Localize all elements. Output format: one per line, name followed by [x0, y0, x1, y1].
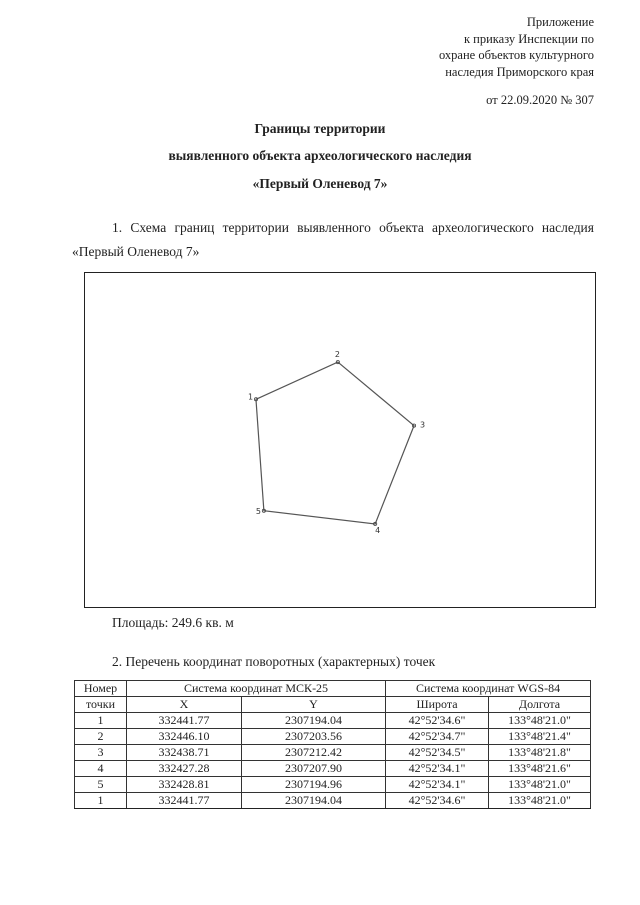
document-title-line-3: «Первый Оленевод 7» — [252, 176, 388, 191]
boundary-polygon — [256, 362, 414, 524]
table-row — [75, 793, 591, 809]
cell-longitude: 133°48'21.6" — [489, 761, 591, 777]
cell-x: 332441.77 — [127, 713, 242, 729]
table-row — [75, 761, 591, 777]
document-title-line-2: выявленного объекта археологического наследия — [168, 148, 472, 163]
cell-y: 2307194.04 — [242, 793, 386, 809]
cell-y: 2307194.04 — [242, 713, 386, 729]
cell-x: 332438.71 — [127, 745, 242, 761]
cell-x: 332427.28 — [127, 761, 242, 777]
cell-point-number: 3 — [75, 745, 127, 761]
order-reference: от 22.09.2020 № 307 — [486, 93, 594, 107]
appendix-header — [334, 14, 594, 80]
cell-longitude: 133°48'21.4" — [489, 729, 591, 745]
cell-point-number: 1 — [75, 713, 127, 729]
cell-point-number: 1 — [75, 793, 127, 809]
section-1-heading: 1. Схема границ территории выявленного объекта археологического наследия «Первый Оленевод 7» — [72, 220, 594, 259]
cell-y: 2307207.90 — [242, 761, 386, 777]
cell-longitude: 133°48'21.0" — [489, 777, 591, 793]
cell-longitude: 133°48'21.0" — [489, 713, 591, 729]
vertex-label: 3 — [420, 420, 426, 430]
cell-longitude: 133°48'21.8" — [489, 745, 591, 761]
cell-latitude: 42°52'34.1" — [386, 761, 489, 777]
cell-point-number: 5 — [75, 777, 127, 793]
vertex-label: 1 — [247, 392, 254, 402]
cell-latitude: 42°52'34.6" — [386, 793, 489, 809]
cell-latitude: 42°52'34.1" — [386, 777, 489, 793]
table-row — [75, 729, 591, 745]
appendix-line: Приложение — [526, 15, 594, 29]
appendix-line: охране объектов культурного — [438, 48, 594, 62]
cell-y: 2307212.42 — [242, 745, 386, 761]
document-title-line-1: Границы территории — [254, 121, 386, 136]
table-row — [75, 777, 591, 793]
table-row — [75, 745, 591, 761]
area-label: Площадь: 249.6 кв. м — [112, 615, 234, 630]
boundary-scheme — [84, 272, 596, 608]
vertex-label: 4 — [375, 525, 381, 535]
header-point-number: Номер — [75, 681, 127, 697]
cell-latitude: 42°52'34.6" — [386, 713, 489, 729]
header-msk25: Система координат МСК-25 — [127, 681, 386, 697]
cell-point-number: 4 — [75, 761, 127, 777]
cell-latitude: 42°52'34.5" — [386, 745, 489, 761]
appendix-line: наследия Приморского края — [445, 64, 594, 79]
cell-x: 332446.10 — [127, 729, 242, 745]
header-wgs84: Система координат WGS-84 — [386, 681, 591, 697]
coordinates-table — [74, 680, 591, 809]
vertex-label: 5 — [255, 506, 261, 516]
vertex-label: 2 — [334, 350, 340, 360]
header-point-number-sub: точки — [75, 697, 127, 713]
cell-point-number: 2 — [75, 729, 127, 745]
table-row — [75, 713, 591, 729]
boundary-scheme-drawing — [85, 273, 597, 609]
cell-y: 2307194.96 — [242, 777, 386, 793]
cell-x: 332428.81 — [127, 777, 242, 793]
cell-y: 2307203.56 — [242, 729, 386, 745]
header-x: X — [127, 697, 242, 713]
header-longitude: Долгота — [489, 697, 591, 713]
cell-latitude: 42°52'34.7" — [386, 729, 489, 745]
section-2-heading: 2. Перечень координат поворотных (характерных) точек — [112, 654, 436, 669]
cell-longitude: 133°48'21.0" — [489, 793, 591, 809]
appendix-line: к приказу Инспекции по — [463, 31, 594, 46]
cell-x: 332441.77 — [127, 793, 242, 809]
header-y: Y — [242, 697, 386, 713]
header-latitude: Широта — [386, 697, 489, 713]
